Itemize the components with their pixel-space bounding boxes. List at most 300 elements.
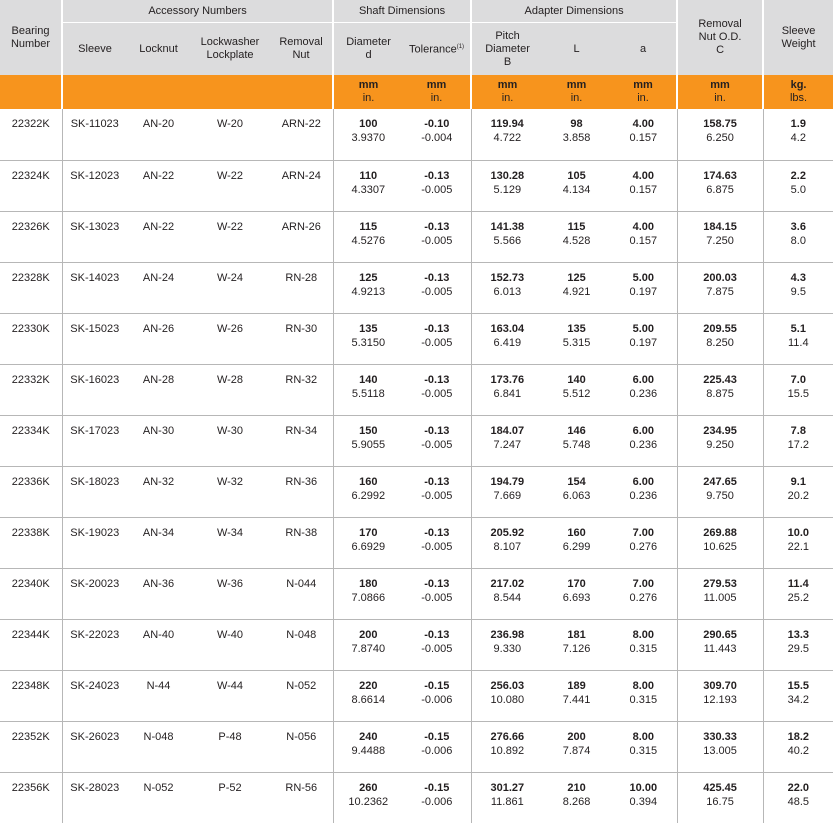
unit-in: in. (501, 92, 514, 104)
cell-lockwasher: W-32 (190, 466, 270, 517)
cell-bearing-number: 22334K (0, 415, 62, 466)
table-row (0, 415, 833, 466)
table-row (0, 670, 833, 721)
unit-in: in. (714, 92, 726, 104)
cell-diameter-imperial: 4.9213 (351, 285, 386, 298)
cell-a-metric: 6.00 (632, 424, 654, 437)
cell-pitch-diameter-metric: 152.73 (490, 271, 525, 284)
cell-tolerance-imperial: -0.005 (421, 183, 453, 196)
cell-a (610, 415, 677, 466)
cell-l (543, 568, 610, 619)
cell-tolerance (403, 415, 471, 466)
cell-sleeve-weight-imperial: 8.0 (790, 234, 806, 247)
cell-a-imperial: 0.315 (629, 642, 658, 655)
units-cell-weight (763, 75, 833, 109)
cell-removal-nut-od-imperial: 11.005 (703, 591, 737, 604)
cell-tolerance (403, 364, 471, 415)
cell-sleeve: SK-15023 (62, 313, 127, 364)
table-row (0, 160, 833, 211)
cell-bearing-number: 22324K (0, 160, 62, 211)
unit-kg: kg. (790, 79, 807, 91)
cell-l-metric: 200 (567, 730, 586, 743)
cell-removal-nut-od-metric: 425.45 (703, 781, 737, 794)
cell-pitch-diameter-metric: 130.28 (490, 169, 525, 182)
cell-sleeve-weight-metric: 4.3 (790, 271, 806, 284)
cell-a-imperial: 0.315 (629, 693, 658, 706)
cell-l (543, 211, 610, 262)
cell-lockwasher: W-44 (190, 670, 270, 721)
cell-l-imperial: 5.315 (562, 336, 591, 349)
cell-removal-nut-od-imperial: 11.443 (703, 642, 737, 655)
cell-removal-nut-od-metric: 269.88 (703, 526, 737, 539)
cell-a-imperial: 0.157 (629, 234, 658, 247)
cell-tolerance (403, 313, 471, 364)
header-bearing-number: Bearing Number (0, 0, 62, 75)
cell-lockwasher: W-30 (190, 415, 270, 466)
cell-removal-nut: RN-36 (270, 466, 333, 517)
unit-mm: mm (633, 79, 653, 91)
cell-diameter-imperial: 6.6929 (351, 540, 386, 553)
cell-sleeve-weight (763, 619, 833, 670)
cell-pitch-diameter (471, 313, 543, 364)
cell-pitch-diameter-imperial: 6.841 (493, 387, 522, 400)
cell-locknut: AN-30 (127, 415, 190, 466)
cell-l-imperial: 4.528 (562, 234, 591, 247)
cell-l-imperial: 6.063 (562, 489, 591, 502)
header-lockwasher-lockplate-label: Lockwasher Lockplate (200, 36, 260, 61)
cell-pitch-diameter-imperial: 10.080 (490, 693, 525, 706)
cell-pitch-diameter (471, 160, 543, 211)
cell-tolerance (403, 160, 471, 211)
cell-tolerance-metric: -0.13 (424, 271, 450, 284)
cell-tolerance (403, 109, 471, 160)
cell-removal-nut: N-052 (270, 670, 333, 721)
cell-a (610, 466, 677, 517)
cell-bearing-number: 22340K (0, 568, 62, 619)
header-tolerance-note: (1) (456, 44, 465, 51)
header-adapter-dimensions: Adapter Dimensions (471, 0, 677, 23)
cell-removal-nut-od-metric: 247.65 (703, 475, 737, 488)
cell-l-imperial: 6.693 (562, 591, 591, 604)
cell-removal-nut-od-imperial: 7.875 (706, 285, 734, 298)
units-cell-diameter (333, 75, 403, 109)
cell-diameter-metric: 125 (359, 271, 378, 284)
cell-lockwasher: W-26 (190, 313, 270, 364)
cell-a (610, 772, 677, 823)
cell-a-metric: 4.00 (632, 169, 654, 182)
cell-l (543, 262, 610, 313)
cell-sleeve: SK-20023 (62, 568, 127, 619)
cell-removal-nut-od (677, 568, 763, 619)
cell-pitch-diameter (471, 466, 543, 517)
header-pitch-diameter (471, 23, 543, 76)
cell-tolerance-imperial: -0.005 (421, 336, 453, 349)
cell-sleeve-weight-metric: 2.2 (790, 169, 806, 182)
cell-l (543, 364, 610, 415)
cell-tolerance (403, 619, 471, 670)
cell-l-metric: 140 (567, 373, 586, 386)
cell-locknut: AN-36 (127, 568, 190, 619)
cell-pitch-diameter-imperial: 8.107 (493, 540, 522, 553)
cell-sleeve-weight (763, 772, 833, 823)
cell-l-imperial: 4.921 (562, 285, 591, 298)
header-pitch-diameter-label: Pitch Diameter (485, 29, 530, 55)
cell-a-metric: 8.00 (632, 730, 654, 743)
cell-pitch-diameter-imperial: 9.330 (493, 642, 522, 655)
cell-l-imperial: 7.126 (562, 642, 591, 655)
cell-pitch-diameter-imperial: 7.669 (493, 489, 522, 502)
cell-diameter (333, 160, 403, 211)
cell-tolerance (403, 517, 471, 568)
cell-diameter (333, 211, 403, 262)
table-row (0, 466, 833, 517)
cell-pitch-diameter-metric: 194.79 (490, 475, 525, 488)
cell-diameter-metric: 140 (359, 373, 378, 386)
cell-l-metric: 154 (567, 475, 586, 488)
cell-lockwasher: W-22 (190, 211, 270, 262)
cell-removal-nut: RN-28 (270, 262, 333, 313)
cell-removal-nut-od (677, 670, 763, 721)
table-row (0, 262, 833, 313)
table-row (0, 109, 833, 160)
cell-l (543, 772, 610, 823)
cell-sleeve-weight (763, 211, 833, 262)
cell-bearing-number: 22344K (0, 619, 62, 670)
cell-a-metric: 8.00 (632, 679, 654, 692)
cell-diameter-imperial: 10.2362 (348, 795, 389, 808)
cell-tolerance-imperial: -0.006 (421, 795, 453, 808)
cell-diameter-metric: 110 (359, 169, 378, 182)
units-cell-l (543, 75, 610, 109)
cell-l (543, 415, 610, 466)
cell-locknut: AN-32 (127, 466, 190, 517)
cell-l-metric: 115 (567, 220, 586, 233)
cell-sleeve: SK-26023 (62, 721, 127, 772)
cell-pitch-diameter (471, 262, 543, 313)
header-removal-nut-od-symbol: C (716, 44, 725, 56)
cell-tolerance (403, 466, 471, 517)
cell-sleeve-weight-metric: 18.2 (787, 730, 809, 743)
cell-diameter (333, 313, 403, 364)
cell-a (610, 721, 677, 772)
cell-pitch-diameter (471, 568, 543, 619)
cell-pitch-diameter-metric: 173.76 (490, 373, 525, 386)
cell-sleeve-weight (763, 517, 833, 568)
cell-pitch-diameter-metric: 163.04 (490, 322, 525, 335)
cell-a (610, 313, 677, 364)
cell-sleeve: SK-11023 (62, 109, 127, 160)
cell-bearing-number: 22332K (0, 364, 62, 415)
cell-l (543, 313, 610, 364)
header-shaft-dimensions: Shaft Dimensions (333, 0, 471, 23)
header-lockwasher-lockplate (190, 23, 270, 76)
cell-locknut: AN-20 (127, 109, 190, 160)
cell-a-imperial: 0.394 (629, 795, 658, 808)
cell-pitch-diameter-imperial: 8.544 (493, 591, 522, 604)
cell-tolerance-imperial: -0.005 (421, 489, 453, 502)
cell-pitch-diameter (471, 517, 543, 568)
cell-a (610, 619, 677, 670)
cell-a (610, 364, 677, 415)
cell-diameter-imperial: 5.9055 (351, 438, 386, 451)
cell-locknut: AN-34 (127, 517, 190, 568)
unit-mm: mm (426, 79, 447, 91)
cell-tolerance-metric: -0.13 (424, 322, 450, 335)
cell-locknut: AN-22 (127, 160, 190, 211)
cell-sleeve-weight-imperial: 4.2 (790, 132, 806, 144)
cell-diameter-metric: 260 (359, 781, 378, 794)
table-row (0, 772, 833, 823)
cell-lockwasher: P-52 (218, 781, 242, 794)
cell-tolerance-metric: -0.13 (424, 475, 450, 488)
cell-a-imperial: 0.236 (629, 387, 658, 400)
cell-diameter (333, 466, 403, 517)
cell-removal-nut-od-metric: 200.03 (703, 271, 737, 284)
header-diameter-symbol: d (365, 49, 372, 61)
cell-a-metric: 5.00 (632, 271, 654, 284)
cell-tolerance (403, 262, 471, 313)
cell-sleeve-weight-metric: 7.0 (790, 373, 806, 386)
cell-removal-nut-od-imperial: 9.750 (706, 489, 734, 502)
cell-tolerance-metric: -0.15 (424, 730, 450, 743)
cell-a (610, 262, 677, 313)
cell-bearing-number: 22338K (0, 517, 62, 568)
cell-pitch-diameter-metric: 301.27 (490, 781, 525, 794)
cell-a (610, 109, 677, 160)
cell-removal-nut-od-metric: 330.33 (703, 730, 737, 743)
cell-bearing-number: 22352K (0, 721, 62, 772)
cell-l-metric: 125 (567, 271, 586, 284)
cell-diameter-metric: 135 (359, 322, 378, 335)
cell-removal-nut-od (677, 721, 763, 772)
cell-l (543, 517, 610, 568)
cell-a-metric: 5.00 (632, 322, 654, 335)
cell-a-metric: 7.00 (632, 577, 654, 590)
cell-removal-nut-od-metric: 225.43 (703, 373, 737, 386)
cell-sleeve-weight-metric: 3.6 (790, 220, 806, 233)
cell-diameter (333, 517, 403, 568)
cell-bearing-number: 22326K (0, 211, 62, 262)
cell-lockwasher: W-24 (190, 262, 270, 313)
cell-tolerance (403, 721, 471, 772)
cell-diameter-metric: 240 (359, 730, 378, 743)
cell-pitch-diameter-metric: 141.38 (490, 220, 525, 233)
header-diameter (333, 23, 403, 76)
cell-sleeve-weight (763, 415, 833, 466)
cell-pitch-diameter-imperial: 5.129 (493, 183, 522, 196)
cell-pitch-diameter-metric: 205.92 (490, 526, 525, 539)
cell-removal-nut-od-metric: 279.53 (703, 577, 737, 590)
cell-sleeve: SK-28023 (62, 772, 127, 823)
cell-removal-nut-od (677, 517, 763, 568)
cell-diameter (333, 670, 403, 721)
cell-l-metric: 98 (570, 118, 583, 130)
cell-diameter-metric: 170 (359, 526, 378, 539)
cell-bearing-number: 22348K (0, 670, 62, 721)
cell-l-metric: 105 (567, 169, 586, 182)
cell-diameter-imperial: 4.3307 (351, 183, 386, 196)
cell-tolerance-imperial: -0.005 (421, 540, 453, 553)
cell-tolerance-imperial: -0.005 (421, 591, 453, 604)
cell-locknut: AN-24 (127, 262, 190, 313)
cell-sleeve-weight-imperial: 25.2 (787, 591, 809, 604)
cell-removal-nut: N-048 (270, 619, 333, 670)
cell-l (543, 670, 610, 721)
cell-tolerance-metric: -0.13 (424, 169, 450, 182)
cell-tolerance-imperial: -0.005 (421, 387, 453, 400)
cell-sleeve-weight-imperial: 20.2 (787, 489, 809, 502)
unit-mm: mm (358, 79, 379, 91)
cell-sleeve-weight-imperial: 9.5 (790, 285, 806, 298)
header-removal-nut-od (677, 0, 763, 75)
cell-tolerance-metric: -0.13 (424, 220, 450, 233)
cell-locknut: AN-28 (127, 364, 190, 415)
cell-a-metric: 7.00 (632, 526, 654, 539)
cell-l-metric: 135 (567, 322, 586, 335)
cell-lockwasher: W-34 (190, 517, 270, 568)
cell-lockwasher: P-48 (190, 721, 270, 772)
units-cell-removal-nut (270, 75, 333, 109)
unit-mm: mm (710, 79, 730, 91)
units-cell-locknut (127, 75, 190, 109)
cell-removal-nut-od-metric: 234.95 (703, 424, 737, 437)
cell-l-imperial: 3.858 (562, 132, 591, 144)
cell-a-imperial: 0.236 (629, 489, 658, 502)
cell-pitch-diameter-imperial: 10.892 (490, 744, 525, 757)
cell-diameter-metric: 180 (359, 577, 378, 590)
cell-pitch-diameter-imperial: 4.722 (493, 132, 522, 144)
cell-sleeve-weight-imperial: 48.5 (787, 795, 809, 808)
table-row (0, 619, 833, 670)
cell-diameter-metric: 160 (359, 475, 378, 488)
units-cell-bearing (0, 75, 62, 109)
cell-removal-nut: RN-34 (270, 415, 333, 466)
cell-removal-nut: RN-56 (285, 781, 318, 794)
cell-sleeve-weight-imperial: 17.2 (787, 438, 809, 451)
cell-pitch-diameter-metric: 276.66 (490, 730, 525, 743)
table-row (0, 313, 833, 364)
cell-removal-nut-od (677, 211, 763, 262)
cell-pitch-diameter-imperial: 6.419 (493, 336, 522, 349)
cell-pitch-diameter (471, 211, 543, 262)
table-row (0, 211, 833, 262)
cell-removal-nut-od-imperial: 6.250 (706, 132, 734, 144)
cell-pitch-diameter (471, 670, 543, 721)
cell-removal-nut-od-metric: 184.15 (703, 220, 737, 233)
cell-pitch-diameter-metric: 184.07 (490, 424, 525, 437)
cell-tolerance-imperial: -0.005 (421, 642, 453, 655)
cell-pitch-diameter (471, 415, 543, 466)
cell-locknut: N-048 (127, 721, 190, 772)
cell-tolerance-metric: -0.13 (424, 526, 450, 539)
cell-sleeve-weight-metric: 1.9 (790, 118, 806, 130)
cell-diameter-metric: 100 (359, 118, 378, 130)
cell-sleeve: SK-19023 (62, 517, 127, 568)
cell-sleeve: SK-22023 (62, 619, 127, 670)
cell-pitch-diameter-imperial: 6.013 (493, 285, 522, 298)
cell-sleeve: SK-13023 (62, 211, 127, 262)
cell-diameter (333, 415, 403, 466)
cell-removal-nut-od-imperial: 8.250 (706, 336, 734, 349)
cell-l-imperial: 7.874 (562, 744, 591, 757)
cell-pitch-diameter-metric: 119.94 (490, 118, 524, 130)
cell-removal-nut-od-metric: 158.75 (703, 118, 737, 130)
cell-pitch-diameter (471, 109, 543, 160)
cell-a (610, 211, 677, 262)
cell-tolerance-imperial: -0.005 (421, 285, 453, 298)
cell-removal-nut-od-imperial: 13.005 (703, 744, 737, 757)
cell-a (610, 160, 677, 211)
cell-diameter-imperial: 3.9370 (351, 132, 386, 144)
cell-removal-nut-od-imperial: 12.193 (703, 693, 737, 706)
cell-a-imperial: 0.276 (629, 591, 658, 604)
cell-pitch-diameter (471, 772, 543, 823)
cell-sleeve-weight-imperial: 15.5 (787, 387, 809, 400)
header-sleeve-weight (763, 0, 833, 75)
cell-sleeve-weight-imperial: 5.0 (790, 183, 806, 196)
cell-lockwasher: W-28 (190, 364, 270, 415)
units-cell-a (610, 75, 677, 109)
cell-removal-nut-od-imperial: 8.875 (706, 387, 734, 400)
cell-removal-nut: N-056 (270, 721, 333, 772)
cell-tolerance-metric: -0.10 (424, 118, 450, 130)
cell-removal-nut: ARN-22 (270, 109, 333, 160)
cell-tolerance-imperial: -0.004 (421, 132, 453, 144)
cell-l-imperial: 8.268 (562, 795, 591, 808)
cell-sleeve-weight (763, 262, 833, 313)
cell-sleeve-weight-metric: 10.0 (787, 526, 809, 539)
cell-a-imperial: 0.157 (629, 183, 658, 196)
cell-l-metric: 189 (567, 679, 586, 692)
cell-l (543, 619, 610, 670)
unit-mm: mm (566, 79, 587, 91)
cell-lockwasher: W-20 (190, 109, 270, 160)
cell-locknut: AN-26 (127, 313, 190, 364)
cell-diameter-metric: 220 (359, 679, 378, 692)
cell-l-metric: 146 (567, 424, 586, 437)
units-cell-sleeve (62, 75, 127, 109)
header-removal-nut (270, 23, 333, 76)
cell-bearing-number: 22330K (0, 313, 62, 364)
cell-removal-nut-od-imperial: 7.250 (706, 234, 734, 247)
units-cell-pitch (471, 75, 543, 109)
cell-diameter-imperial: 9.4488 (351, 744, 386, 757)
cell-diameter (333, 364, 403, 415)
cell-l (543, 721, 610, 772)
header-diameter-label: Diameter (346, 36, 391, 48)
header-sleeve-weight-label: Sleeve Weight (781, 24, 816, 50)
cell-pitch-diameter-metric: 236.98 (490, 628, 525, 641)
cell-removal-nut-od-metric: 290.65 (703, 628, 737, 641)
cell-removal-nut-od (677, 466, 763, 517)
cell-removal-nut-od (677, 262, 763, 313)
cell-removal-nut-od (677, 415, 763, 466)
cell-sleeve-weight (763, 568, 833, 619)
cell-removal-nut-od (677, 160, 763, 211)
cell-tolerance-metric: -0.13 (424, 628, 450, 641)
cell-removal-nut: RN-30 (270, 313, 333, 364)
cell-tolerance-metric: -0.13 (424, 424, 450, 437)
cell-sleeve: SK-14023 (62, 262, 127, 313)
cell-a-imperial: 0.157 (629, 132, 658, 144)
cell-l-metric: 181 (567, 628, 586, 641)
cell-lockwasher: W-36 (190, 568, 270, 619)
header-accessory-numbers: Accessory Numbers (62, 0, 333, 23)
units-cell-tolerance (403, 75, 471, 109)
header-l: L (543, 23, 610, 76)
cell-removal-nut: RN-32 (270, 364, 333, 415)
cell-removal-nut-od-imperial: 10.625 (703, 540, 737, 553)
